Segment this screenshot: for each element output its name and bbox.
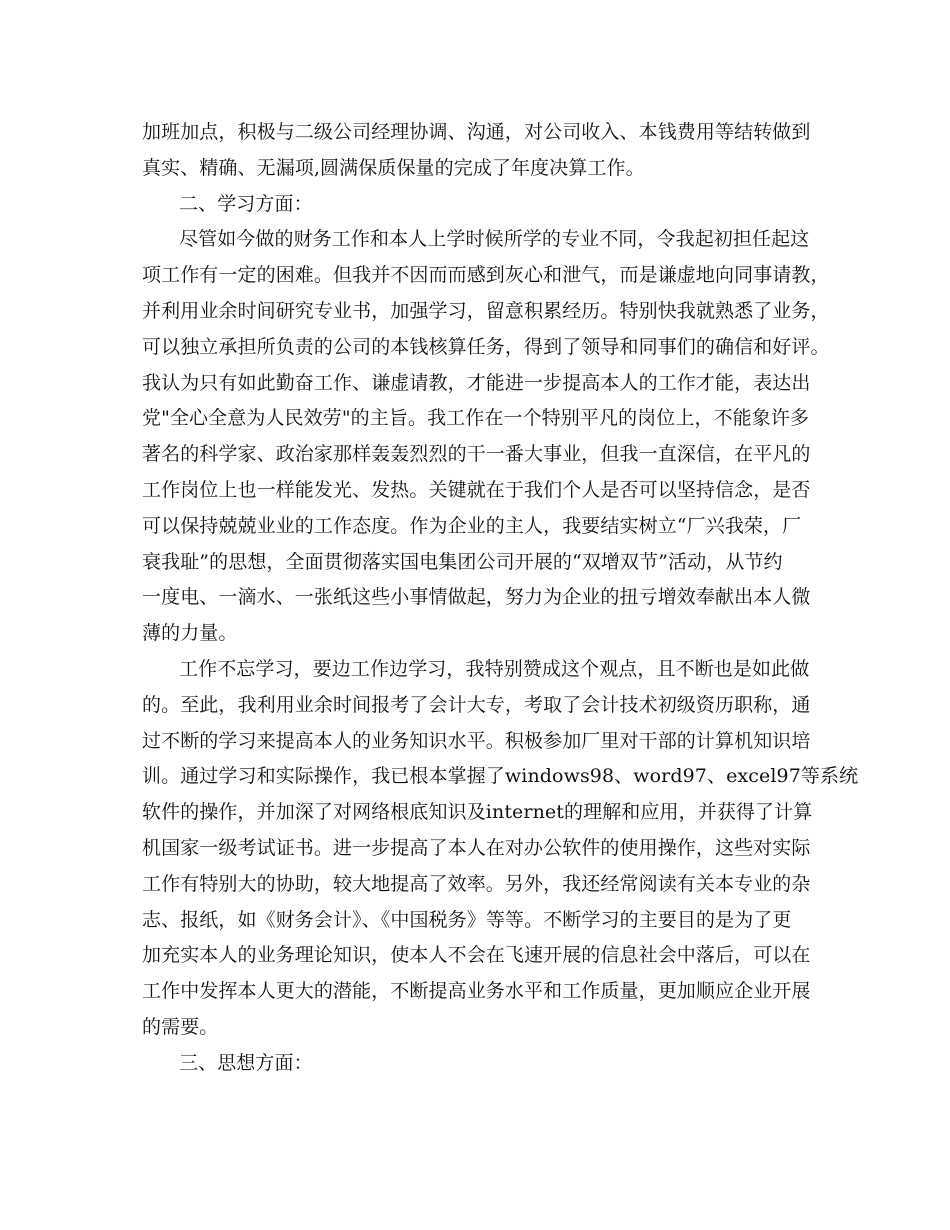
text-line: 志、报纸，如《财务会计》、《中国税务》等等。不断学习的主要目的是为了更 bbox=[142, 908, 792, 931]
document-body bbox=[142, 115, 859, 1082]
text-line: 项工作有一定的困难。但我并不因而而感到灰心和泄气，而是谦虚地向同事请教， bbox=[142, 264, 830, 287]
text-line: 衰我耻”的思想，全面贯彻落实国电集团公司开展的“双增双节”活动，从节约 bbox=[142, 550, 783, 573]
text-line: 工作中发挥本人更大的潜能，不断提高业务水平和工作质量，更加顺应企业开展 bbox=[142, 980, 811, 1003]
text-line: 工作不忘学习，要边工作边学习，我特别赞成这个观点，且不断也是如此做 bbox=[179, 657, 810, 680]
text-line: 并利用业余时间研究专业书，加强学习，留意积累经历。特别快我就熟悉了业务， bbox=[142, 299, 830, 322]
text-line: 的需要。 bbox=[142, 1015, 219, 1038]
text-line: 尽管如今做的财务工作和本人上学时候所学的专业不同，令我起初担任起这 bbox=[179, 228, 810, 251]
text-line: 加充实本人的业务理论知识，使本人不会在飞速开展的信息社会中落后，可以在 bbox=[142, 944, 811, 967]
text-line: 工作有特别大的协助，较大地提高了效率。另外，我还经常阅读有关本专业的杂 bbox=[142, 872, 811, 895]
text-line: 可以独立承担所负责的公司的本钱核算任务，得到了领导和同事们的确信和好评。 bbox=[142, 335, 830, 358]
text-line: 真实、精确、无漏项,圆满保质保量的完成了年度决算工作。 bbox=[142, 156, 645, 179]
text-line: 加班加点，积极与二级公司经理协调、沟通，对公司收入、本钱费用等结转做到 bbox=[142, 121, 811, 143]
text-line: 著名的科学家、政治家那样轰轰烈烈的干一番大事业，但我一直深信，在平凡的 bbox=[142, 443, 811, 466]
text-line: 训。通过学习和实际操作，我已根本掌握了windows98、word97、excel97等系统 bbox=[142, 765, 859, 788]
text-line: 三、思想方面： bbox=[179, 1051, 313, 1074]
text-line: 党"全心全意为人民效劳"的主旨。我工作在一个特别平凡的岗位上，不能象许多 bbox=[142, 407, 810, 430]
text-line: 我认为只有如此勤奋工作、谦虚请教，才能进一步提高本人的工作才能，表达出 bbox=[142, 371, 811, 394]
text-line: 的。至此，我利用业余时间报考了会计大专，考取了会计技术初级资历职称，通 bbox=[142, 693, 811, 716]
text-line: 工作岗位上也一样能发光、发热。关键就在于我们个人是否可以坚持信念，是否 bbox=[142, 478, 811, 501]
text-line: 可以保持兢兢业业的工作态度。作为企业的主人，我要结实树立“厂兴我荣，厂 bbox=[142, 514, 802, 537]
text-line: 二、学习方面： bbox=[179, 192, 313, 215]
text-line: 机国家一级考试证书。进一步提高了本人在对办公软件的使用操作，这些对实际 bbox=[142, 836, 811, 859]
text-line: 过不断的学习来提高本人的业务知识水平。积极参加厂里对干部的计算机知识培 bbox=[142, 729, 811, 752]
text-line: 薄的力量。 bbox=[142, 622, 238, 645]
text-line: 软件的操作，并加深了对网络根底知识及internet的理解和应用，并获得了计算 bbox=[142, 801, 813, 824]
text-line: 一度电、一滴水、一张纸这些小事情做起，努力为企业的扭亏增效奉献出本人微 bbox=[142, 586, 811, 609]
